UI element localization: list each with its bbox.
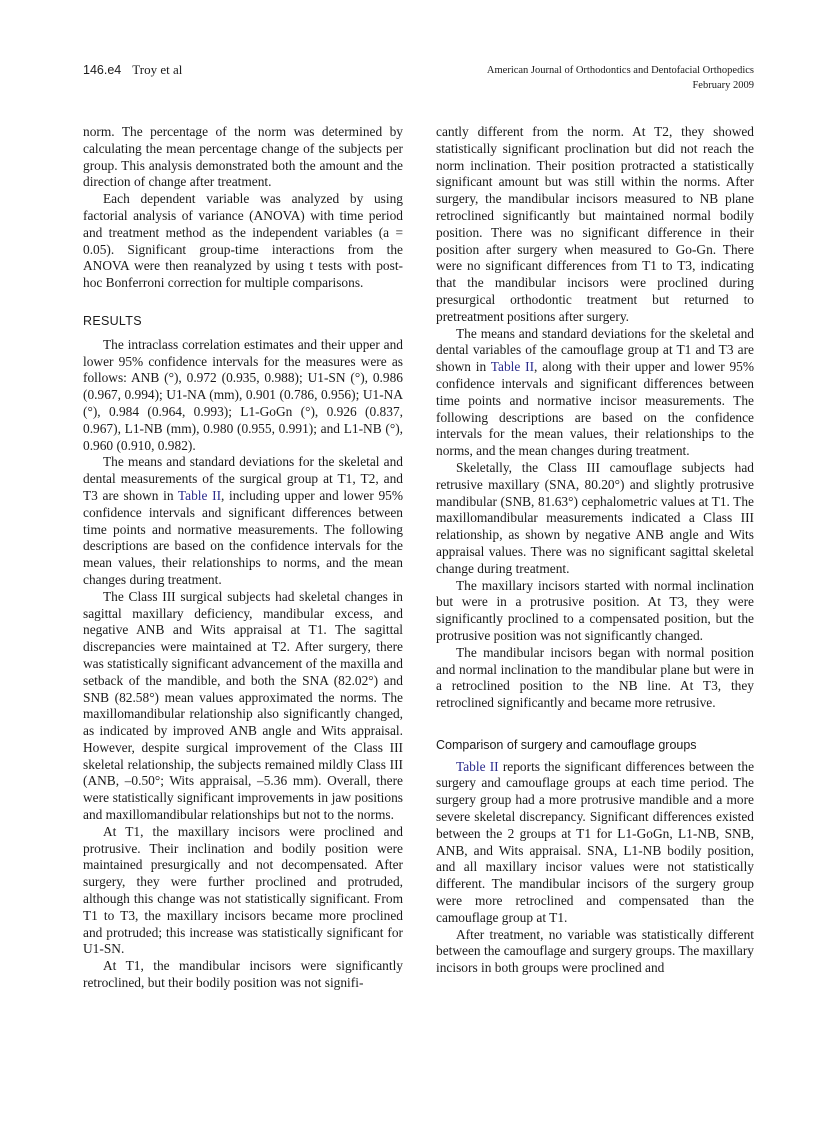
running-authors: Troy et al [132,62,183,77]
paragraph-text: , along with their upper and lower 95% confidence intervals and significant differences between time points and normative incisor measurements. The following descriptions are based on the confidence intervals for the mean values, their relationships to the norms, and the mean changes during treatment. [436,359,755,459]
paragraph-text: The means and standard deviations for the skeletal and dental variables of the camouflage group at T1 and T3 are shown in [436,325,754,375]
paragraph [436,759,754,927]
paragraph: cantly different from the norm. At T2, they showed statistically significant proclination but did not reach the norm inclination. Their position protracted a statistically significant amount but was still within the norms. After surgery, the mandibular incisors measured to NB plane retroclined significantly but maintained normal bodily position. There was no significant difference in their position after surgery when measured to Go-Gn. There were no significant differences from T1 to T3, indicating that the mandibular incisors were proclined during presurgical orthodontic treatment but returned to pretreatment positions after surgery. [436,124,754,324]
right-column [436,124,754,977]
paragraph: The intraclass correlation estimates and their upper and lower 95% confidence intervals for the measures were as follows: ANB (°), 0.972 (0.935, 0.988); U1-SN (°), 0.986 (0.967, 0.994); U1-NA (mm), 0.901 (0.786, 0.956); U1-NA (°), 0.984 (0.964, 0.993); L1-GoGn (°), 0.926 (0.837, 0.967), L1-NB (mm), 0.980 (0.955, 0.991); and L1-NB (°), 0.960 (0.910, 0.982). [83,336,403,453]
left-column [83,124,403,992]
paragraph: norm. The percentage of the norm was determined by calculating the mean percentage change of the subjects per group. This analysis demonstrated both the amount and the direction of change after treatment. [83,124,403,190]
paragraph [436,326,754,460]
paragraph: The maxillary incisors started with normal inclination but were in a protrusive position. At T3, they were significantly proclined to a compensated position, but the protrusive position was not significantly changed. [436,577,754,643]
paragraph-text: The means and standard deviations for the skeletal and dental measurements of the surgical group at T1, T2, and T3 are shown in [83,454,403,503]
journal-title: American Journal of Orthodontics and Dentofacial Orthopedics [486,65,754,76]
running-header-left [83,62,182,78]
running-header-right [487,63,754,93]
page-number: 146.e4 [83,63,122,77]
table-ii-link[interactable]: Table II [456,758,499,774]
paragraph-text: , including upper and lower 95% confidence intervals and significant differences between time points and normative measurements. The following descriptions are based on the confidence intervals for the mean values, their relationships to norms, and the mean changes during treatment. [83,487,403,587]
section-heading-results: RESULTS [83,313,142,328]
subsection-heading-comparison: Comparison of surgery and camouflage groups [436,737,697,752]
table-ii-link[interactable]: Table II [490,359,535,375]
issue-date: February 2009 [692,80,754,91]
paragraph: The mandibular incisors began with normal position and normal inclination to the mandibular plane but were in a retroclined position to the NB line. At T3, they retroclined significantly and became more retrusive. [436,644,754,711]
paragraph: At T1, the mandibular incisors were significantly retroclined, but their bodily position was not signifi- [83,958,403,991]
paragraph: The Class III surgical subjects had skeletal changes in sagittal maxillary deficiency, mandibular excess, and negative ANB and Wits appraisal at T1. The sagittal discrepancies were maintained at T2. After surgery, there was statistically significant advancement of the maxilla and setback of the mandible, and both the SNA (82.02°) and SNB (82.58°) mean values approximated the norms. The maxillomandibular relationship also significantly changed, as indicated by improved ANB angle and Wits appraisal. However, despite surgical improvement of the Class III skeletal relationship, the subjects remained mildly Class III (ANB, –0.50°; Wits appraisal, –5.36 mm). Overall, there were statistically significant improvements in jaw positions and maxillomandibular relationships but not to the norms. [83,588,403,823]
paragraph [83,454,403,588]
paragraph: Each dependent variable was analyzed by using factorial analysis of variance (ANOVA) with time period and treatment method as the independent variables (a = 0.05). Significant group-time interactions from the ANOVA were then reanalyzed by using t tests with post-hoc Bonferroni correction for multiple comparisons. [83,191,403,291]
paragraph: Skeletally, the Class III camouflage subjects had retrusive maxillary (SNA, 80.20°) and slightly protrusive mandibular (SNB, 81.63°) cephalometric values at T1. The maxillomandibular measurements indicated a Class III relationship, as shown by negative ANB angle and Wits appraisal values. There was no significant sagittal skeletal change during treatment. [436,459,754,576]
paragraph: After treatment, no variable was statistically different between the camouflage and surgery groups. The maxillary incisors in both groups were proclined and [436,926,754,976]
table-ii-link[interactable]: Table II [177,487,222,503]
paragraph: At T1, the maxillary incisors were proclined and protrusive. Their inclination and bodily position were maintained presurgically and not decompensated. After surgery, they were further proclined and protruded, although this change was not statistically significant. From T1 to T3, the maxillary incisors became more proclined and protruded; this increase was statistically significant for U1-SN. [83,823,403,957]
paragraph-text: reports the significant differences between the surgery and camouflage groups at each time period. The surgery group had a more protrusive mandible and a more severe skeletal discrepancy. Significant differences existed between the 2 groups at T1 for L1-GoGn, L1-NB, SNB, ANB, and Wits appraisal. SNA, L1-NB bodily position, and all maxillary incisor values were not statistically different. The mandibular incisors of the surgery group were more retroclined and compensated than the camouflage group at T1. [436,758,755,925]
